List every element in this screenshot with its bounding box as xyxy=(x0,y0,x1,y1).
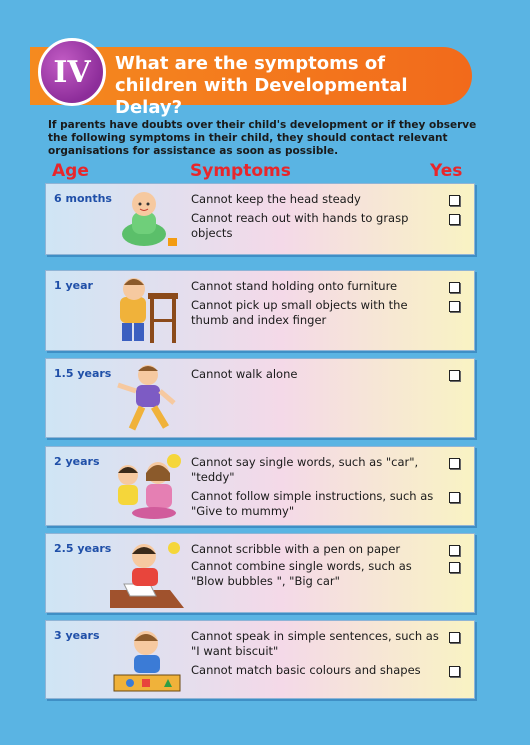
row-2-5-years xyxy=(45,533,475,613)
section-numeral-badge: IV xyxy=(38,38,106,106)
symptom-text: Cannot keep the head steady xyxy=(191,192,361,206)
yes-checkbox[interactable] xyxy=(449,214,460,225)
symptom-text: Cannot pick up small objects with the thumb and index finger xyxy=(191,298,408,327)
yes-checkbox[interactable] xyxy=(449,492,460,503)
column-header-symptoms: Symptoms xyxy=(190,161,291,181)
yes-checkbox[interactable] xyxy=(449,632,460,643)
child-shape-matching-illustration xyxy=(108,625,188,697)
yes-checkbox[interactable] xyxy=(449,282,460,293)
symptom-text: Cannot say single words, such as "car", "teddy" xyxy=(191,455,419,484)
row-1-5-years xyxy=(45,358,475,438)
symptom-text: Cannot match basic colours and shapes xyxy=(191,663,421,677)
symptom-text: Cannot combine single words, such as "Blow bubbles ", "Big car" xyxy=(191,559,412,588)
column-header-yes: Yes xyxy=(430,161,463,181)
row-1-year xyxy=(45,270,475,351)
row-age: 1.5 years xyxy=(54,367,112,380)
row-2-years xyxy=(45,446,475,526)
toddler-furniture-illustration xyxy=(108,275,183,347)
symptom-text: Cannot walk alone xyxy=(191,367,298,381)
intro-paragraph: If parents have doubts over their child's development or if they observe the following symptoms in their child, they should contact relevant organisations for assistance as soon as possible. xyxy=(48,119,477,157)
yes-checkbox[interactable] xyxy=(449,562,460,573)
row-age: 1 year xyxy=(54,279,93,292)
yes-checkbox[interactable] xyxy=(449,666,460,677)
row-age: 2.5 years xyxy=(54,542,112,555)
yes-checkbox[interactable] xyxy=(449,301,460,312)
child-walking-illustration xyxy=(108,363,183,435)
child-drawing-illustration xyxy=(108,538,188,610)
symptom-text: Cannot follow simple instructions, such as "Give to mummy" xyxy=(191,489,434,518)
column-header-age: Age xyxy=(52,161,89,181)
row-6-months xyxy=(45,183,475,255)
yes-checkbox[interactable] xyxy=(449,370,460,381)
baby-sitting-illustration xyxy=(108,188,178,252)
yes-checkbox[interactable] xyxy=(449,545,460,556)
row-age: 6 months xyxy=(54,192,112,205)
symptom-text: Cannot speak in simple sentences, such as "I want biscuit" xyxy=(191,629,439,658)
symptom-text: Cannot scribble with a pen on paper xyxy=(191,542,401,556)
row-3-years xyxy=(45,620,475,699)
row-age: 3 years xyxy=(54,629,100,642)
symptom-text: Cannot reach out with hands to grasp objects xyxy=(191,211,409,240)
yes-checkbox[interactable] xyxy=(449,458,460,469)
parent-and-child-illustration xyxy=(108,451,186,523)
symptom-text: Cannot stand holding onto furniture xyxy=(191,279,398,293)
yes-checkbox[interactable] xyxy=(449,195,460,206)
row-age: 2 years xyxy=(54,455,100,468)
page-title: What are the symptoms of children with Developmental Delay? xyxy=(115,53,408,118)
